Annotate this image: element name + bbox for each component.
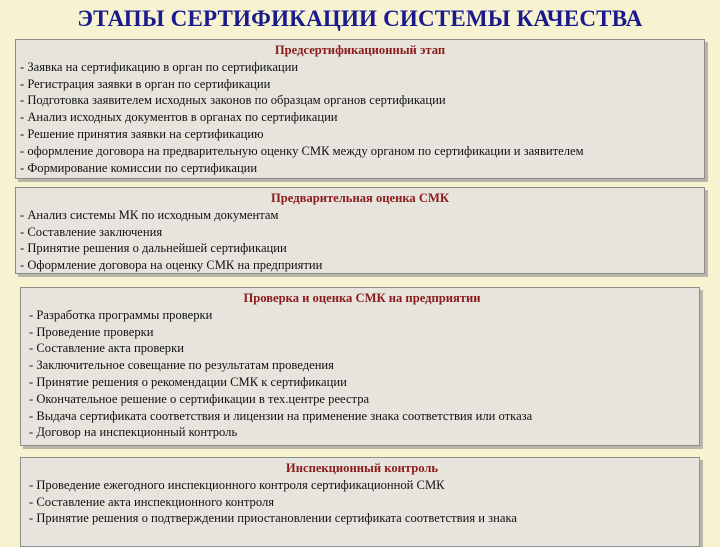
list-item: - Принятие решения о подтверждении приостановлении сертификата соответствия и знака <box>29 511 517 526</box>
list-item: - оформление договора на предварительную оценку СМК между органом по сертификации и заявителем <box>20 143 584 158</box>
list-item: - Составление заключения <box>20 224 163 239</box>
section-heading: Проверка и оценка СМК на предприятии <box>243 291 481 305</box>
list-item: - Принятие решения о рекомендации СМК к сертификации <box>29 374 347 389</box>
list-item: - Решение принятия заявки на сертификацию <box>20 126 264 141</box>
section-presertification <box>15 39 705 179</box>
section-inspection-control <box>20 457 700 547</box>
list-item: - Разработка программы проверки <box>29 307 213 322</box>
list-item: - Подготовка заявителем исходных законов по образцам органов сертификации <box>20 93 446 108</box>
list-item: - Проведение ежегодного инспекционного контроля сертификационной СМК <box>29 477 445 492</box>
section-preliminary-assessment <box>15 187 705 274</box>
section-heading: Предварительная оценка СМК <box>271 191 449 205</box>
list-item: - Договор на инспекционный контроль <box>29 425 238 440</box>
section-heading: Предсертификационный этап <box>274 43 446 57</box>
list-item: - Регистрация заявки в орган по сертификации <box>20 76 271 91</box>
list-item: - Оформление договора на оценку СМК на предприятии <box>20 258 323 273</box>
list-item: - Составление акта инспекционного контроля <box>29 494 275 509</box>
section-audit <box>20 287 700 446</box>
list-item: - Заключительное совещание по результатам проведения <box>29 358 334 373</box>
list-item: - Выдача сертификата соответствия и лицензии на применение знака соответствия или отказа <box>29 408 533 423</box>
section-heading: Инспекционный контроль <box>285 461 439 475</box>
page-title: ЭТАПЫ СЕРТИФИКАЦИИ СИСТЕМЫ КАЧЕСТВА <box>77 6 643 31</box>
list-item: - Анализ системы МК по исходным документам <box>20 207 279 222</box>
list-item: - Анализ исходных документов в органах по сертификации <box>20 110 338 125</box>
list-item: - Формирование комиссии по сертификации <box>20 160 258 175</box>
list-item: - Принятие решения о дальнейшей сертификации <box>20 241 287 256</box>
list-item: - Окончательное решение о сертификации в тех.центре реестра <box>29 391 370 406</box>
list-item: - Заявка на сертификацию в орган по сертификации <box>20 59 299 74</box>
list-item: - Составление акта проверки <box>29 341 184 356</box>
list-item: - Проведение проверки <box>29 324 154 339</box>
